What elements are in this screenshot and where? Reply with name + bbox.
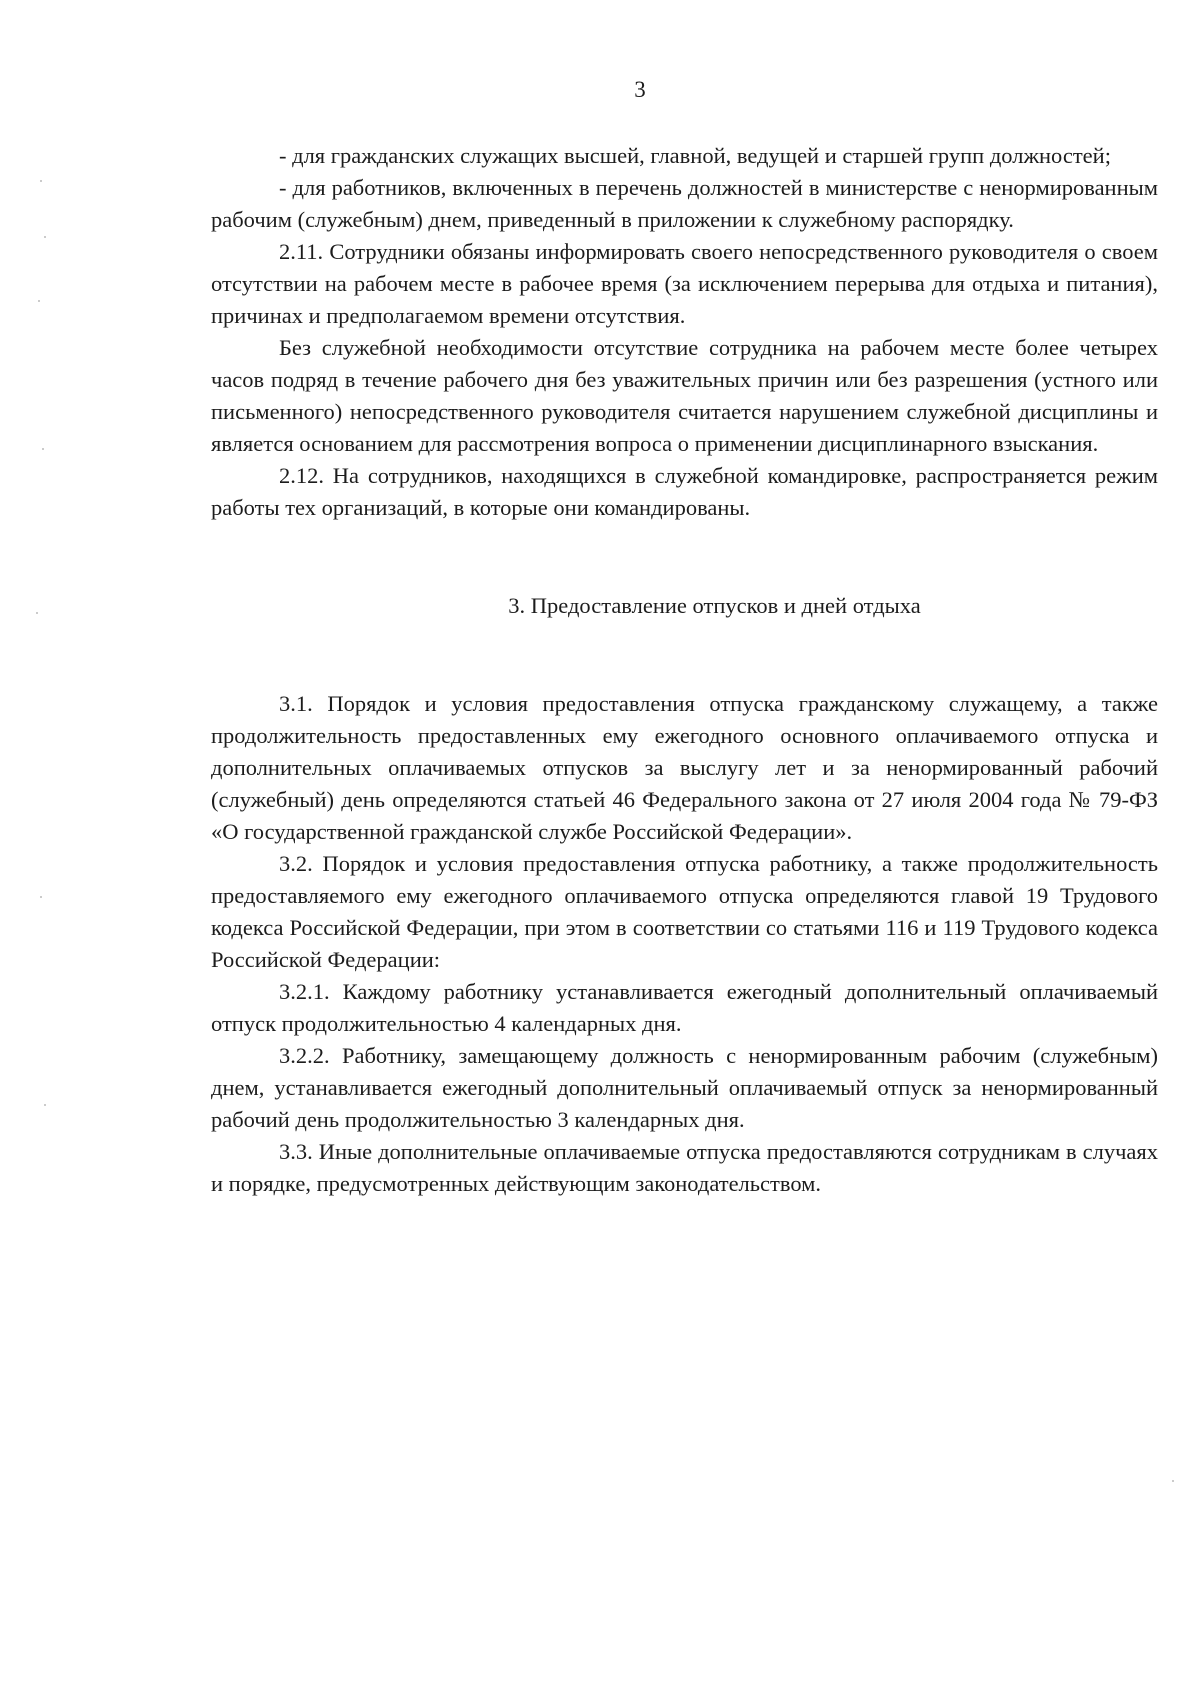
scan-speck: [36, 612, 38, 614]
paragraph-3-2-1: 3.2.1. Каждому работнику устанавливается ежегодный дополнительный оплачиваемый отпуск продолжительностью 4 календарных дня.: [211, 979, 1158, 1036]
paragraph-3-2: 3.2. Порядок и условия предоставления отпуска работнику, а также продолжительность предоставляемого ему ежегодного оплачиваемого отпуска определяются главой 19 Трудового кодекса Российской Федерации, при этом в соответствии со статьями 116 и 119 Трудового кодекса Российской Федерации:: [211, 851, 1158, 972]
paragraph-bullet-2: - для работников, включенных в перечень должностей в министерстве с ненормированным рабочим (служебным) днем, приведенный в приложении к служебному распорядку.: [211, 175, 1158, 232]
section-title: 3. Предоставление отпусков и дней отдыха: [508, 593, 921, 618]
scan-speck: [1172, 1480, 1174, 1482]
paragraph-2-12: 2.12. На сотрудников, находящихся в служебной командировке, распространяется режим работы тех организаций, в которые они командированы.: [211, 463, 1158, 520]
scan-speck: [44, 236, 46, 238]
paragraph-absence: Без служебной необходимости отсутствие сотрудника на рабочем месте более четырех часов подряд в течение рабочего дня без уважительных причин или без разрешения (устного или письменного) непосредственного руководителя считается нарушением служебной дисциплины и является основанием для рассмотрения вопроса о применении дисциплинарного взыскания.: [211, 335, 1158, 456]
paragraph-3-2-2: 3.2.2. Работнику, замещающему должность с ненормированным рабочим (служебным) днем, устанавливается ежегодный дополнительный оплачиваемый отпуск за ненормированный рабочий день продолжительностью 3 календарных дня.: [211, 1043, 1158, 1132]
scan-speck: [38, 300, 40, 302]
scan-speck: [44, 1104, 46, 1106]
paragraph-bullet-1: - для гражданских служащих высшей, главной, ведущей и старшей групп должностей;: [279, 143, 1111, 168]
paragraph-3-3: 3.3. Иные дополнительные оплачиваемые отпуска предоставляются сотрудникам в случаях и порядке, предусмотренных действующим законодательством.: [211, 1139, 1158, 1196]
scan-speck: [42, 448, 44, 450]
document-body: [211, 140, 1158, 1200]
page-number: 3: [634, 77, 646, 102]
paragraph-3-1: 3.1. Порядок и условия предоставления отпуска гражданскому служащему, а также продолжительность предоставленных ему ежегодного основного оплачиваемого отпуска и дополнительных оплачиваемых отпусков за выслугу лет и за ненормированный рабочий (служебный) день определяются статьей 46 Федерального закона от 27 июля 2004 года № 79-ФЗ «О государственной гражданской службе Российской Федерации».: [211, 691, 1158, 844]
paragraph-2-11: 2.11. Сотрудники обязаны информировать своего непосредственного руководителя о своем отсутствии на рабочем месте в рабочее время (за исключением перерыва для отдыха и питания), причинах и предполагаемом времени отсутствия.: [211, 239, 1158, 328]
scan-speck: [40, 180, 42, 182]
scan-speck: [40, 896, 42, 898]
